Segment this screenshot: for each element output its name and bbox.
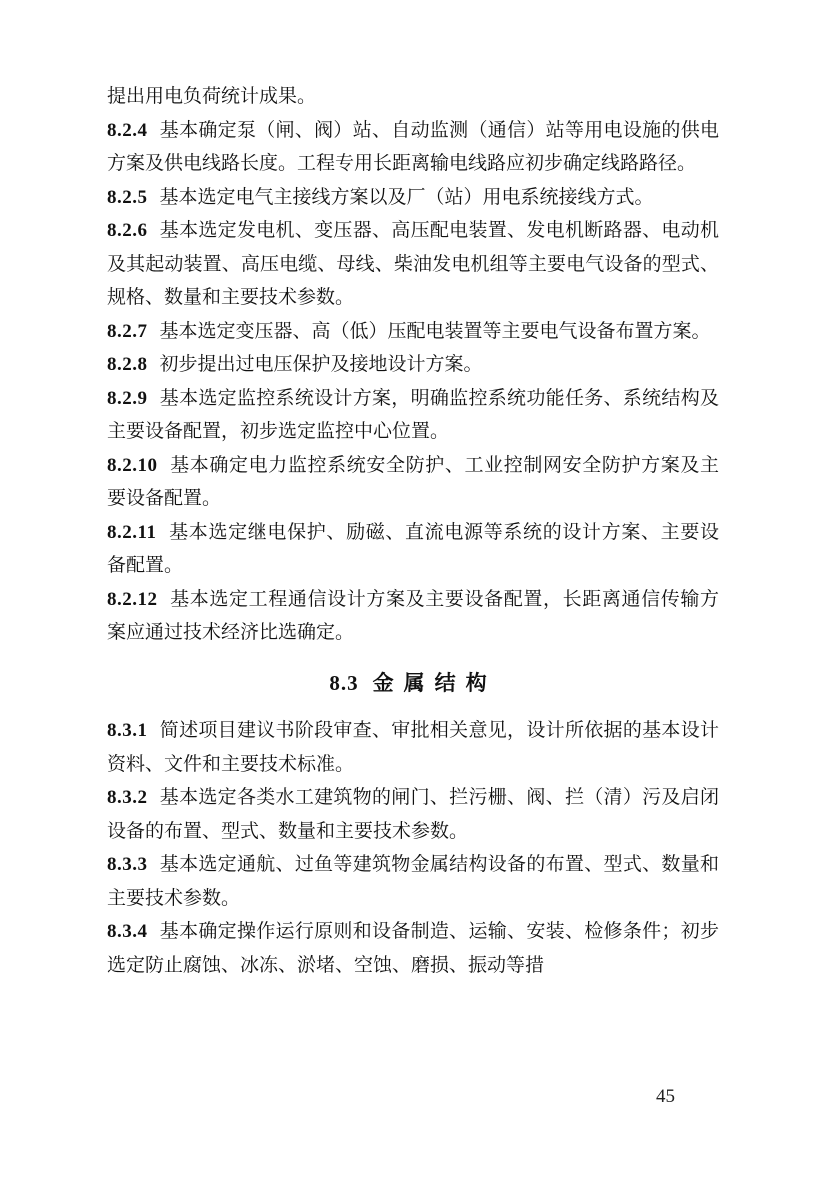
page-number: 45: [656, 1086, 675, 1107]
clause-number: 8.2.4: [107, 119, 148, 141]
clause-8-2-7: [107, 315, 719, 349]
clause-text: 基本确定电力监控系统安全防护、工业控制网安全防护方案及主要设备配置。: [107, 453, 719, 509]
clause-text: 基本确定操作运行原则和设备制造、运输、安装、检修条件；初步选定防止腐蚀、冰冻、淤堵、空蚀、磨损、振动等措: [107, 920, 719, 976]
clause-8-2-9: [107, 382, 719, 449]
clause-number: 8.3.3: [107, 854, 148, 875]
clause-8-3-3: [107, 848, 719, 915]
section-number: 8.3: [329, 670, 359, 695]
section-heading: [107, 666, 719, 701]
clause-number: 8.2.7: [107, 320, 148, 342]
clause-text: 基本选定工程通信设计方案及主要设备配置，长距离通信传输方案应通过技术经济比选确定。: [107, 587, 719, 643]
clause-8-2-6: [107, 214, 719, 315]
clause-8-2-12: [107, 583, 719, 650]
clause-number: 8.3.2: [107, 787, 148, 808]
paragraph-continued: [107, 80, 719, 114]
clause-number: 8.2.6: [107, 220, 148, 241]
clause-text: 基本确定泵（闸、阀）站、自动监测（通信）站等用电设施的供电方案及供电线路长度。工程专用长距离输电线路应初步确定线路路径。: [107, 118, 719, 174]
clause-number: 8.2.5: [107, 186, 148, 208]
clause-text: 基本选定继电保护、励磁、直流电源等系统的设计方案、主要设备配置。: [107, 520, 719, 576]
clause-8-2-5: [107, 181, 719, 215]
clause-8-3-4: [107, 915, 719, 982]
clause-number: 8.3.4: [107, 921, 148, 942]
clause-8-2-4: [107, 114, 719, 181]
clause-8-3-2: [107, 781, 719, 848]
clause-number: 8.2.10: [107, 454, 158, 476]
clause-text: 基本选定各类水工建筑物的闸门、拦污栅、阀、拦（清）污及启闭设备的布置、型式、数量和主要技术参数。: [107, 786, 719, 842]
clause-number: 8.2.12: [107, 588, 158, 610]
clause-number: 8.2.8: [107, 354, 148, 375]
section-title-text: 金属结构: [372, 669, 497, 695]
clause-text: 基本选定发电机、变压器、高压配电装置、发电机断路器、电动机及其起动装置、高压电缆、母线、柴油发电机组等主要电气设备的型式、规格、数量和主要技术参数。: [107, 219, 719, 308]
clause-8-3-1: [107, 714, 719, 781]
clause-number: 8.3.1: [107, 720, 148, 741]
clause-text: 基本选定变压器、高（低）压配电装置等主要电气设备布置方案。: [159, 319, 711, 342]
clause-text: 初步提出过电压保护及接地设计方案。: [159, 353, 483, 375]
clause-8-2-8: [107, 348, 719, 382]
clause-8-2-11: [107, 516, 719, 583]
paragraph-text: 提出用电负荷统计成果。: [107, 85, 317, 107]
clause-number: 8.2.9: [107, 387, 148, 409]
clause-text: 基本选定监控系统设计方案，明确监控系统功能任务、系统结构及主要设备配置，初步选定监控中心位置。: [107, 386, 719, 442]
clause-8-2-10: [107, 449, 719, 516]
page-content: [107, 80, 719, 982]
clause-number: 8.2.11: [107, 521, 157, 543]
clause-text: 简述项目建议书阶段审查、审批相关意见，设计所依据的基本设计资料、文件和主要技术标准。: [107, 719, 719, 775]
clause-text: 基本选定通航、过鱼等建筑物金属结构设备的布置、型式、数量和主要技术参数。: [107, 853, 719, 909]
clause-text: 基本选定电气主接线方案以及厂（站）用电系统接线方式。: [159, 185, 654, 208]
